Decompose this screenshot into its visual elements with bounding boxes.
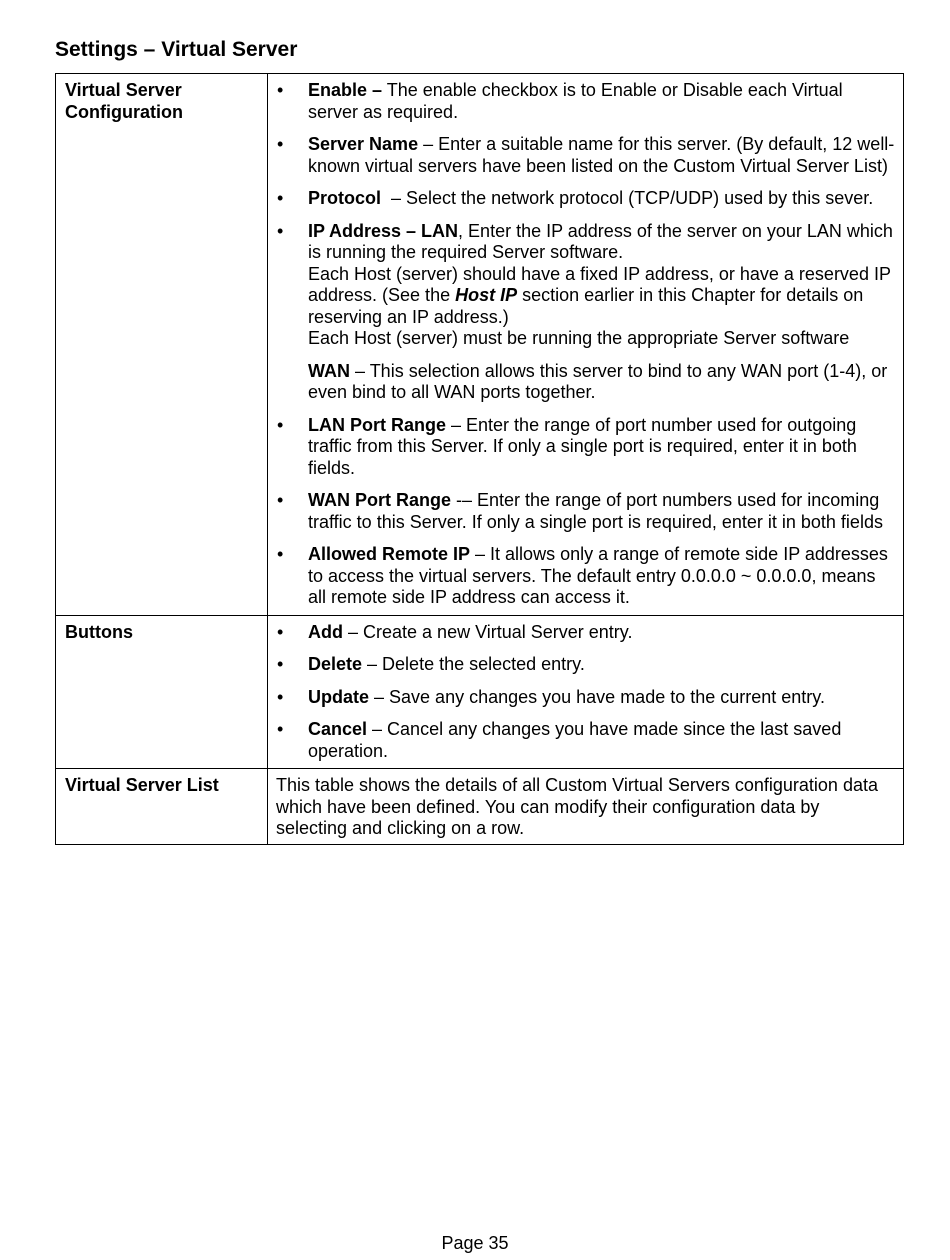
bullet-icon: • <box>277 621 284 642</box>
text-enable: The enable checkbox is to Enable or Disable each Virtual server as required. <box>308 80 843 122</box>
row-description-virtual-server-configuration <box>268 74 904 616</box>
list-item-allowed-remote-ip <box>276 544 895 609</box>
text-update: – Save any changes you have made to the current entry. <box>369 686 825 707</box>
term-wan: WAN <box>308 360 350 381</box>
text-wan: – This selection allows this server to bind to any WAN port (1-4), or even bind to all WAN ports together. <box>308 360 888 402</box>
row-label-virtual-server-configuration: Virtual Server Configuration <box>56 74 268 616</box>
list-item-ip-address <box>276 221 895 404</box>
text-fixed-ip-after: section earlier in this Chapter for details on reserving an IP address.) <box>308 285 864 327</box>
bullet-icon: • <box>277 544 284 564</box>
settings-table <box>55 73 904 845</box>
text-fixed-ip-before: Each Host (server) should have a fixed IP address, or have a reserved IP address. (See the <box>308 263 891 305</box>
text-add: – Create a new Virtual Server entry. <box>343 621 633 642</box>
text-lan-port-range: – Enter the range of port number used for outgoing traffic from this Server. If only a single port is required, enter it in both fields. <box>308 414 857 478</box>
text-wan-port-range: -– Enter the range of port numbers used for incoming traffic to this Server. If only a single port is required, enter it in both fields <box>308 490 883 532</box>
row-description-virtual-server-list <box>268 769 904 845</box>
bullet-icon: • <box>277 686 284 707</box>
bullet-icon: • <box>277 220 284 241</box>
description-virtual-server-list: This table shows the details of all Custom Virtual Servers configuration data which have been defined. You can modify their configuration data by selecting and clicking on a row. <box>276 775 878 838</box>
wan-paragraph <box>308 361 895 404</box>
term-server-name: Server Name <box>308 134 419 154</box>
list-item-update <box>276 687 895 709</box>
page-title: Settings – Virtual Server <box>55 38 298 61</box>
page-number: Page 35 <box>441 1233 509 1253</box>
list-item-wan-port-range <box>276 490 895 533</box>
term-add: Add <box>308 621 343 642</box>
text-delete: – Delete the selected entry. <box>362 654 585 674</box>
list-item-server-name <box>276 134 895 177</box>
text-server-software: Each Host (server) must be running the appropriate Server software <box>308 328 850 348</box>
term-enable: Enable – <box>308 80 383 100</box>
bullet-list <box>276 622 895 763</box>
row-label-buttons: Buttons <box>56 615 268 769</box>
term-allowed-remote-ip: Allowed Remote IP <box>308 544 471 564</box>
bullet-icon: • <box>277 80 284 100</box>
bullet-icon: • <box>277 188 284 208</box>
list-item-cancel <box>276 719 895 762</box>
bullet-icon: • <box>277 414 284 435</box>
term-lan-port-range: LAN Port Range <box>308 414 447 435</box>
table-row-virtual-server-list <box>56 769 904 845</box>
term-host-ip: Host IP <box>455 285 518 305</box>
list-item-lan-port-range <box>276 415 895 480</box>
term-update: Update <box>308 686 370 707</box>
row-description-buttons <box>268 615 904 769</box>
term-ip-address-lan: IP Address – LAN <box>308 220 459 241</box>
list-item-protocol <box>276 188 895 210</box>
text-protocol: – Select the network protocol (TCP/UDP) used by this sever. <box>381 188 874 208</box>
bullet-icon: • <box>277 719 284 739</box>
bullet-icon: • <box>277 490 284 510</box>
table-row-buttons <box>56 615 904 769</box>
list-item-add <box>276 622 895 644</box>
bullet-icon: • <box>277 654 284 674</box>
text-allowed-remote-ip: – It allows only a range of remote side IP addresses to access the virtual servers. The default entry 0.0.0.0 ~ 0.0.0.0, means all remote side IP address can access it. <box>308 544 888 607</box>
row-label-virtual-server-list: Virtual Server List <box>56 769 268 845</box>
term-delete: Delete <box>308 654 363 674</box>
bullet-list <box>276 80 895 609</box>
term-protocol: Protocol <box>308 188 382 208</box>
term-cancel: Cancel <box>308 719 368 739</box>
list-item-enable <box>276 80 895 123</box>
text-cancel: – Cancel any changes you have made since the last saved operation. <box>308 719 842 761</box>
term-wan-port-range: WAN Port Range <box>308 490 452 510</box>
table-row-virtual-server-configuration <box>56 74 904 616</box>
text-ip-address-lan: , Enter the IP address of the server on your LAN which is running the required Server software. <box>308 220 893 262</box>
text-server-name: – Enter a suitable name for this server. (By default, 12 well-known virtual servers have been listed on the Custom Virtual Server List) <box>308 134 895 176</box>
list-item-delete <box>276 654 895 676</box>
bullet-icon: • <box>277 134 284 154</box>
